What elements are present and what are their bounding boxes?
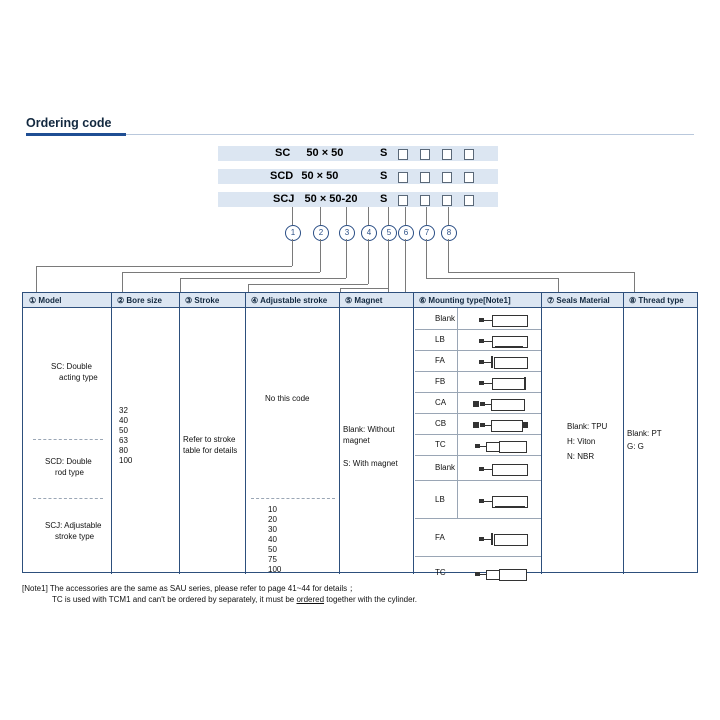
code-row-1-suffix: S xyxy=(380,147,388,159)
cylinder-icon-ca xyxy=(473,398,529,410)
page-title: Ordering code xyxy=(26,116,112,130)
header-magnet xyxy=(341,293,413,308)
header-adjstroke-label: Adjustable stroke xyxy=(260,296,328,305)
cylinder-icon-blank-2 xyxy=(479,463,531,475)
leader-line xyxy=(426,278,558,279)
code-row-1-prefix: SC xyxy=(275,147,291,159)
code-bar-row-2 xyxy=(218,169,498,184)
header-model-label: Model xyxy=(38,296,62,305)
cylinder-icon-blank xyxy=(479,314,527,326)
leader-line xyxy=(340,288,388,289)
mounting-lb-2: LB xyxy=(435,495,445,504)
mounting-row-line xyxy=(415,392,541,393)
option-box[interactable] xyxy=(464,195,474,206)
column-divider xyxy=(111,293,112,574)
bore-size-values xyxy=(119,406,132,466)
code-row-3-prefix: SCJ xyxy=(273,193,295,205)
mounting-row-line xyxy=(415,518,541,519)
seals-options xyxy=(567,419,607,464)
mounting-ca: CA xyxy=(435,398,447,407)
leader-line xyxy=(426,207,427,225)
mounting-tc: TC xyxy=(435,440,446,449)
header-bore-label: Bore size xyxy=(126,296,162,305)
title-underline xyxy=(26,133,126,136)
header-mounting-type xyxy=(415,293,541,308)
cylinder-icon-fa-2 xyxy=(479,533,531,545)
mounting-row-line xyxy=(415,556,541,557)
column-divider xyxy=(339,293,340,574)
mounting-row-line xyxy=(415,413,541,414)
leader-line xyxy=(36,266,37,292)
leader-line xyxy=(448,272,634,273)
adjustable-stroke-none: No this code xyxy=(265,394,310,403)
column-divider xyxy=(623,293,624,574)
option-box[interactable] xyxy=(442,195,452,206)
note-line-2-underlined: ordered xyxy=(296,595,325,604)
leader-line xyxy=(248,284,249,292)
leader-line xyxy=(448,207,449,225)
bore-size-63: 63 xyxy=(119,436,128,445)
column-divider xyxy=(541,293,542,574)
option-box[interactable] xyxy=(420,149,430,160)
mounting-tc-2: TC xyxy=(435,568,446,577)
leader-line xyxy=(448,239,449,272)
header-thread-type xyxy=(625,293,697,308)
header-bore-size xyxy=(113,293,181,308)
header-magnet-num: ⑤ xyxy=(345,296,353,305)
leader-line xyxy=(122,272,123,292)
header-seals-label: Seals Material xyxy=(556,296,610,305)
bore-size-50: 50 xyxy=(119,426,128,435)
option-box[interactable] xyxy=(420,195,430,206)
option-box[interactable] xyxy=(398,172,408,183)
code-row-3-mid: 50 × 50-20 xyxy=(304,193,358,205)
bore-size-80: 80 xyxy=(119,446,128,455)
model-option-1: SC: Double acting type xyxy=(51,362,98,382)
model-dash-2 xyxy=(33,498,103,499)
leader-line xyxy=(122,272,320,273)
bore-size-100: 100 xyxy=(119,456,133,465)
option-box[interactable] xyxy=(442,149,452,160)
adjustable-stroke-values: 10 20 30 40 50 75 100 xyxy=(268,505,282,574)
code-row-3-text xyxy=(273,192,357,207)
header-stroke-label: Stroke xyxy=(194,296,220,305)
mounting-row-line xyxy=(415,350,541,351)
option-box[interactable] xyxy=(464,149,474,160)
mounting-fa: FA xyxy=(435,356,445,365)
column-divider xyxy=(413,293,414,574)
note-line-2-post: together with the cylinder. xyxy=(324,595,417,604)
code-row-2-prefix: SCD xyxy=(270,170,294,182)
code-row-2-text xyxy=(270,169,338,184)
leader-line xyxy=(388,239,389,292)
leader-line xyxy=(388,207,389,225)
column-divider xyxy=(179,293,180,574)
leader-line xyxy=(634,272,635,292)
leader-line xyxy=(405,207,406,225)
marker-1: 1 xyxy=(285,225,301,241)
mounting-row-line xyxy=(415,480,541,481)
model-option-3: SCJ: Adjustable stroke type xyxy=(45,521,102,541)
adjustable-dash xyxy=(251,498,335,499)
seals-blank-tpu: Blank: TPU xyxy=(567,422,608,431)
header-adjstroke-num: ④ xyxy=(251,296,259,305)
cylinder-icon-lb-2 xyxy=(479,495,531,509)
marker-3: 3 xyxy=(339,225,355,241)
marker-5: 5 xyxy=(381,225,397,241)
model-dash-1 xyxy=(33,439,103,440)
marker-2: 2 xyxy=(313,225,329,241)
stroke-note: Refer to stroke table for details xyxy=(183,435,238,455)
note-line-1: [Note1] The accessories are the same as SAU series, please refer to page 41~44 for details ； xyxy=(22,584,358,593)
column-divider xyxy=(245,293,246,574)
magnet-blank-cont: magnet xyxy=(343,436,370,445)
cylinder-icon-cb xyxy=(473,419,529,431)
bore-size-32: 32 xyxy=(119,406,128,415)
code-row-2-suffix: S xyxy=(380,170,388,182)
header-model-num: ① xyxy=(29,296,37,305)
option-box[interactable] xyxy=(398,149,408,160)
header-thread-num: ⑧ xyxy=(629,296,637,305)
cylinder-icon-tc xyxy=(475,440,527,452)
mounting-fa-2: FA xyxy=(435,533,445,542)
leader-line xyxy=(368,207,369,225)
option-box[interactable] xyxy=(464,172,474,183)
cylinder-icon-fb xyxy=(479,377,527,389)
code-bar-row-1 xyxy=(218,146,498,161)
thread-g: G: G xyxy=(627,442,644,451)
code-row-1-text xyxy=(275,146,343,161)
mounting-lb: LB xyxy=(435,335,445,344)
code-row-3-suffix: S xyxy=(380,193,388,205)
header-mounting-label: Mounting type[Note1] xyxy=(428,296,511,305)
header-seals-material xyxy=(543,293,631,308)
marker-4: 4 xyxy=(361,225,377,241)
mounting-row-line xyxy=(415,371,541,372)
code-bar-row-3 xyxy=(218,192,498,207)
cylinder-icon-fa xyxy=(479,356,527,368)
leader-line xyxy=(292,239,293,266)
seals-h-viton: H: Viton xyxy=(567,437,596,446)
header-stroke-num: ③ xyxy=(185,296,193,305)
code-row-1-mid: 50 × 50 xyxy=(306,147,344,159)
cylinder-icon-lb xyxy=(479,335,527,347)
cylinder-icon-tc-2 xyxy=(475,568,527,580)
mounting-fb: FB xyxy=(435,377,446,386)
note-line-2-pre: TC is used with TCM1 and can't be ordered by separately, it must be xyxy=(52,595,297,604)
magnet-blank: Blank: Without xyxy=(343,425,395,434)
header-stroke xyxy=(181,293,245,308)
header-model xyxy=(25,293,111,308)
leader-line xyxy=(558,278,559,292)
header-thread-label: Thread type xyxy=(638,296,684,305)
thread-options xyxy=(627,427,662,453)
leader-line xyxy=(320,207,321,225)
leader-line xyxy=(405,239,406,292)
leader-line xyxy=(248,284,368,285)
header-magnet-label: Magnet xyxy=(354,296,383,305)
thread-blank-pt: Blank: PT xyxy=(627,429,662,438)
model-option-2: SCD: Double rod type xyxy=(45,457,92,477)
leader-line xyxy=(426,239,427,278)
header-bore-num: ② xyxy=(117,296,125,305)
note-line-2 xyxy=(52,595,417,604)
leader-line xyxy=(320,239,321,272)
option-box[interactable] xyxy=(398,195,408,206)
leader-line xyxy=(346,239,347,278)
leader-line xyxy=(346,207,347,225)
bore-size-40: 40 xyxy=(119,416,128,425)
mounting-cb: CB xyxy=(435,419,447,428)
leader-line xyxy=(180,278,181,292)
code-row-2-mid: 50 × 50 xyxy=(301,170,339,182)
option-box[interactable] xyxy=(442,172,452,183)
option-box[interactable] xyxy=(420,172,430,183)
leader-line xyxy=(292,207,293,225)
seals-n-nbr: N: NBR xyxy=(567,452,595,461)
header-adjustable-stroke xyxy=(247,293,339,308)
title-rule xyxy=(126,134,694,135)
mounting-row-line xyxy=(415,329,541,330)
magnet-with: S: With magnet xyxy=(343,459,398,468)
marker-8: 8 xyxy=(441,225,457,241)
leader-line xyxy=(36,266,292,267)
mounting-blank: Blank xyxy=(435,314,456,323)
leader-line xyxy=(180,278,346,279)
mounting-row-line xyxy=(415,455,541,456)
header-mounting-num: ⑥ xyxy=(419,296,427,305)
marker-6: 6 xyxy=(398,225,414,241)
ordering-code-table xyxy=(22,292,698,577)
leader-line xyxy=(368,239,369,284)
header-seals-num: ⑦ xyxy=(547,296,555,305)
marker-7: 7 xyxy=(419,225,435,241)
mounting-blank-2: Blank xyxy=(435,463,456,472)
mounting-row-line xyxy=(415,434,541,435)
magnet-options xyxy=(343,424,398,469)
